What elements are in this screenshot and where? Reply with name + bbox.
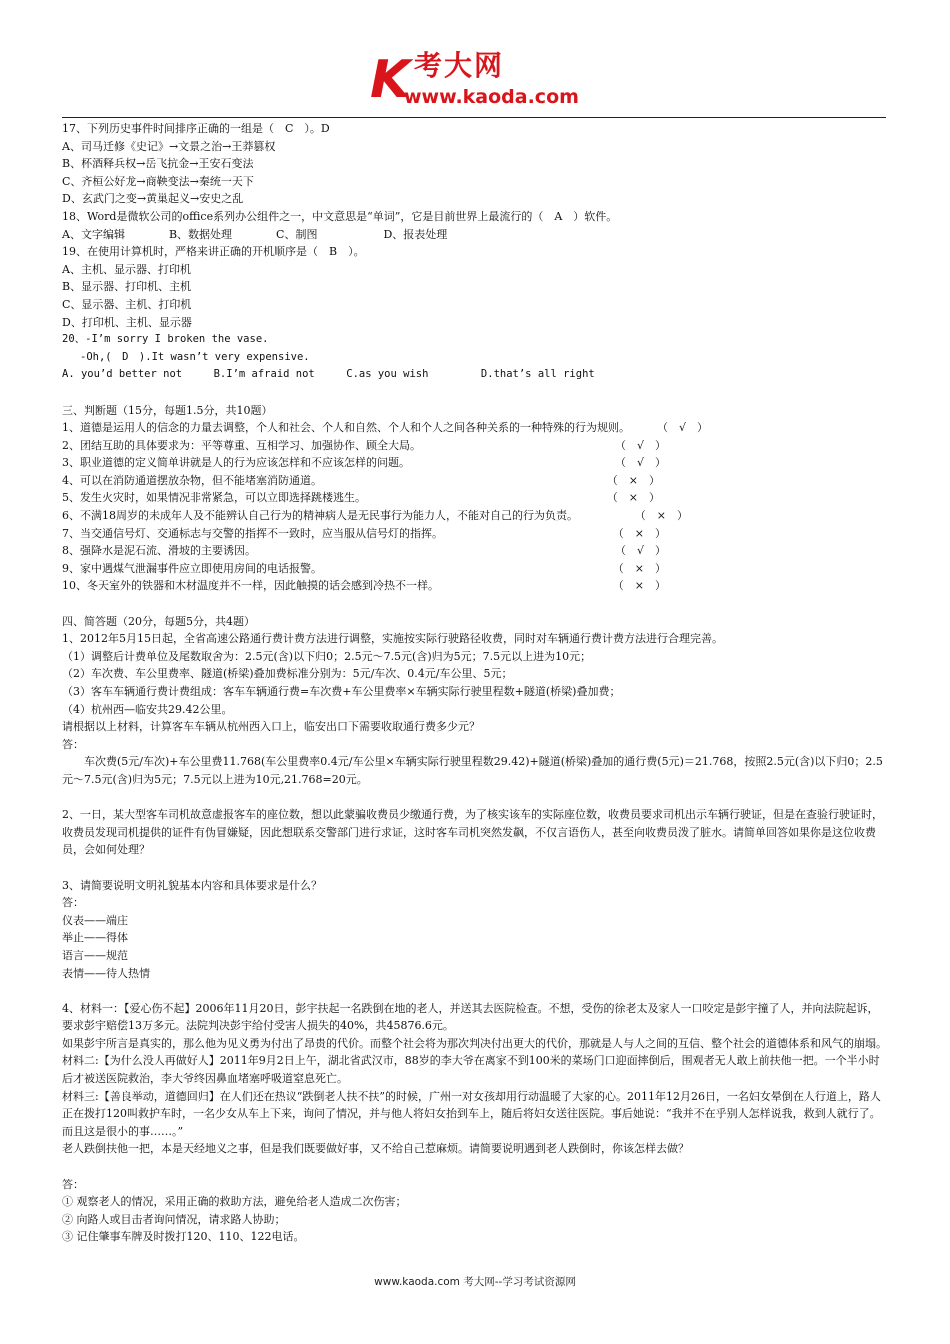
section3-title: 三、判断题（15分，每题1.5分，共10题）	[62, 403, 273, 417]
tf-question: 2、团结互助的具体要求为：平等尊重、互相学习、加强协作、顾全大局。	[62, 438, 421, 452]
s4q4-material1: 4、材料一：【爱心伤不起】2006年11月20日，彭宇扶起一名跌倒在地的老人，并送其去医院检查。不想，受伤的徐老太及家人一口咬定是彭宇撞了人，并向法院起诉，要求彭宇赔偿13万多元。法院判决彭宇给付受害人损失的40%，共45876.6元。	[62, 1001, 879, 1033]
q19-stem: 19、在使用计算机时，严格来讲正确的开机顺序是（ B ）。	[62, 245, 365, 259]
tf-item	[62, 454, 888, 472]
tf-answer: （ × ）	[612, 526, 666, 540]
tf-answer: （ √ ）	[614, 544, 666, 558]
s4q4-material1-comment: 如果彭宇所言是真实的，那么他为见义勇为付出了昂贵的代价。而整个社会将为那次判决付出更大的代价，那就是人与人之间的互信、整个社会的道德体系和风气的崩塌。	[62, 1036, 887, 1050]
s4q1-item: （4）杭州西—临安共29.42公里。	[62, 702, 233, 716]
header-divider	[62, 117, 886, 118]
s4q4-material3: 材料三:【善良举动，道德回归】在人们还在热议“跌倒老人扶不扶”的时候，广州一对女孩却用行动温暖了大家的心。2011年12月26日，一名妇女晕倒在人行道上，路人正在拨打120叫救护车时，一名少女从车上下来，询问了情况，并与他人将妇女抬到车上，随后将妇女送往医院。事后她说：“我并不在乎别人怎样说我，救到人就行了。而且这是很小的事……。”	[62, 1089, 881, 1138]
document-body	[62, 120, 888, 1246]
s4q1-item: （2）车次费、车公里费率、隧道(桥梁)叠加费标准分别为：5元/车次、0.4元/车公里、5元；	[62, 667, 513, 681]
logo-k-glyph: K	[370, 50, 411, 110]
tf-question: 1、道德是运用人的信念的力量去调整，个人和社会、个人和自然、个人和个人之间各种关系的一种特殊的行为规则。	[62, 421, 630, 435]
tf-answer: （ × ）	[612, 561, 666, 575]
tf-question: 10、冬天室外的铁器和木材温度并不一样，因此触摸的话会感到冷热不一样。	[62, 579, 439, 593]
q20-line2: -Oh,( D ).It wasn’t very expensive.	[80, 350, 310, 363]
s4q3-item: 举止——得体	[62, 931, 128, 945]
s4q4-question: 老人跌倒扶他一把，本是天经地义之事，但是我们既要做好事，又不给自己惹麻烦。请简要说明遇到老人跌倒时，你该怎样去做？	[62, 1142, 689, 1156]
tf-question: 7、当交通信号灯、交通标志与交警的指挥不一致时，应当服从信号灯的指挥。	[62, 526, 443, 540]
tf-answer: （ √ ）	[614, 456, 666, 470]
s4q1-stem: 1、2012年5月15日起，全省高速公路通行费计费方法进行调整，实施按实际行驶路径收费，同时对车辆通行费计费方法进行合理完善。	[62, 632, 723, 646]
tf-item	[62, 437, 888, 455]
tf-answer: （ × ）	[634, 509, 688, 523]
tf-item	[62, 560, 888, 578]
tf-answer: （ × ）	[606, 491, 660, 505]
tf-question: 5、发生火灾时，如果情况非常紧急，可以立即选择跳楼逃生。	[62, 491, 366, 505]
tf-question: 9、家中遇煤气泄漏事件应立即使用房间的电话报警。	[62, 561, 322, 575]
tf-item	[62, 577, 888, 595]
tf-question: 3、职业道德的定义简单讲就是人的行为应该怎样和不应该怎样的问题。	[62, 456, 410, 470]
tf-item	[62, 507, 888, 525]
section4-title: 四、简答题（20分，每题5分，共4题）	[62, 614, 255, 628]
tf-answer: （ √ ）	[614, 438, 666, 452]
tf-item	[62, 542, 888, 560]
s4q1-item: （3）客车车辆通行费计费组成：客车车辆通行费=车次费+车公里费率×车辆实际行驶里程数+隧道(桥梁)叠加费；	[62, 685, 621, 698]
tf-question: 4、可以在消防通道摆放杂物，但不能堵塞消防通道。	[62, 473, 322, 487]
tf-item	[62, 419, 888, 437]
logo-url: www.kaoda.com	[404, 86, 579, 108]
q19-option-d: D、打印机、主机、显示器	[62, 315, 192, 329]
tf-answer: （ × ）	[612, 579, 666, 593]
s4q4-answer-label: 答：	[62, 1177, 84, 1191]
q17-stem: 17、下列历史事件时间排序正确的一组是（ C ）。D	[62, 122, 330, 135]
q18-options: A、文字编辑 B、数据处理 C、制图 D、报表处理	[62, 227, 448, 241]
s4q3-item: 表情——待人热情	[62, 966, 150, 980]
tf-question: 8、强降水是泥石流、滑坡的主要诱因。	[62, 544, 256, 558]
s4q3-answer-label: 答：	[62, 896, 84, 910]
tf-question: 6、不满18周岁的未成年人及不能辨认自己行为的精神病人是无民事行为能力人，不能对自己的行为负责。	[62, 509, 578, 523]
s4q2-stem: 2、一日，某大型客车司机故意虚报客车的座位数，想以此蒙骗收费员少缴通行费，为了核实该车的实际座位数，收费员要求司机出示车辆行驶证，但是在查验行驶证时，收费员发现司机提供的证件有伪冒嫌疑，因此想联系交警部门进行求证，这时客车司机突然发飙，不仅言语伤人，甚至向收费员泼了脏水。请简单回答如果你是这位收费员，会如何处理？	[62, 808, 883, 857]
logo-chinese-name: 考大网	[414, 49, 505, 82]
s4q3-item: 仪表——端庄	[62, 913, 128, 927]
q20-line1: 20、-I’m sorry I broken the vase.	[62, 333, 269, 346]
s4q1-answer-label: 答：	[62, 737, 84, 751]
s4q1-question: 请根据以上材料，计算客车车辆从杭州西入口上，临安出口下需要收取通行费多少元？	[62, 720, 480, 734]
s4q3-stem: 3、请简要说明文明礼貌基本内容和具体要求是什么？	[62, 878, 322, 892]
q17-option-b: B、杯酒释兵权→岳飞抗金→王安石变法	[62, 157, 254, 171]
s4q4-answer: ③ 记住肇事车牌及时拨打120、110、122电话。	[62, 1230, 305, 1244]
tf-answer: （ × ）	[606, 473, 660, 487]
q19-option-c: C、显示器、主机、打印机	[62, 297, 192, 311]
s4q1-answer: 车次费(5元/车次)+车公里费11.768(车公里费率0.4元/车公里×车辆实际行驶里程数29.42)+隧道(桥梁)叠加的通行费(5元)＝21.768，按照2.5元(含)以下归0；2.5元～7.5元(含)归为5元；7.5元以上进为10元,21.768=20元。	[62, 755, 883, 786]
page-footer: www.kaoda.com 考大网--学习考试资源网	[374, 1276, 576, 1288]
q18-stem: 18、Word是微软公司的office系列办公组件之一，中文意思是“单词”，它是目前世界上最流行的（ A ）软件。	[62, 209, 618, 223]
q19-option-b: B、显示器、打印机、主机	[62, 280, 192, 294]
tf-answer: （ √ ）	[656, 421, 708, 435]
q17-option-a: A、司马迁修《史记》→文景之治→王莽篡权	[62, 139, 276, 153]
s4q4-material2: 材料二:【为什么没人再做好人】2011年9月2日上午，湖北省武汉市，88岁的李大爷在离家不到100米的菜场门口迎面摔倒后，围观者无人敢上前扶他一把。一个半小时后才被送医院救治，李大爷终因鼻血堵塞呼吸道窒息死亡。	[62, 1054, 880, 1086]
q19-option-a: A、主机、显示器、打印机	[62, 262, 191, 276]
s4q4-answer: ② 向路人或目击者询问情况，请求路人协助；	[62, 1212, 286, 1226]
tf-item	[62, 472, 888, 490]
s4q4-answer: ① 观察老人的情况，采用正确的救助方法，避免给老人造成二次伤害；	[62, 1195, 407, 1209]
kaoda-logo	[370, 50, 580, 112]
q20-options: A. you’d better not B.I’m afraid not C.as you wish D.that’s all right	[62, 368, 595, 381]
tf-item	[62, 525, 888, 543]
tf-item	[62, 489, 888, 507]
s4q1-item: （1）调整后计费单位及尾数取舍为：2.5元(含)以下归0；2.5元～7.5元(含)归为5元；7.5元以上进为10元；	[62, 649, 592, 663]
s4q3-item: 语言——规范	[62, 948, 128, 962]
q17-option-d: D、玄武门之变→黄巢起义→安史之乱	[62, 192, 244, 206]
q17-option-c: C、齐桓公好龙→商鞅变法→秦统一天下	[62, 174, 254, 188]
